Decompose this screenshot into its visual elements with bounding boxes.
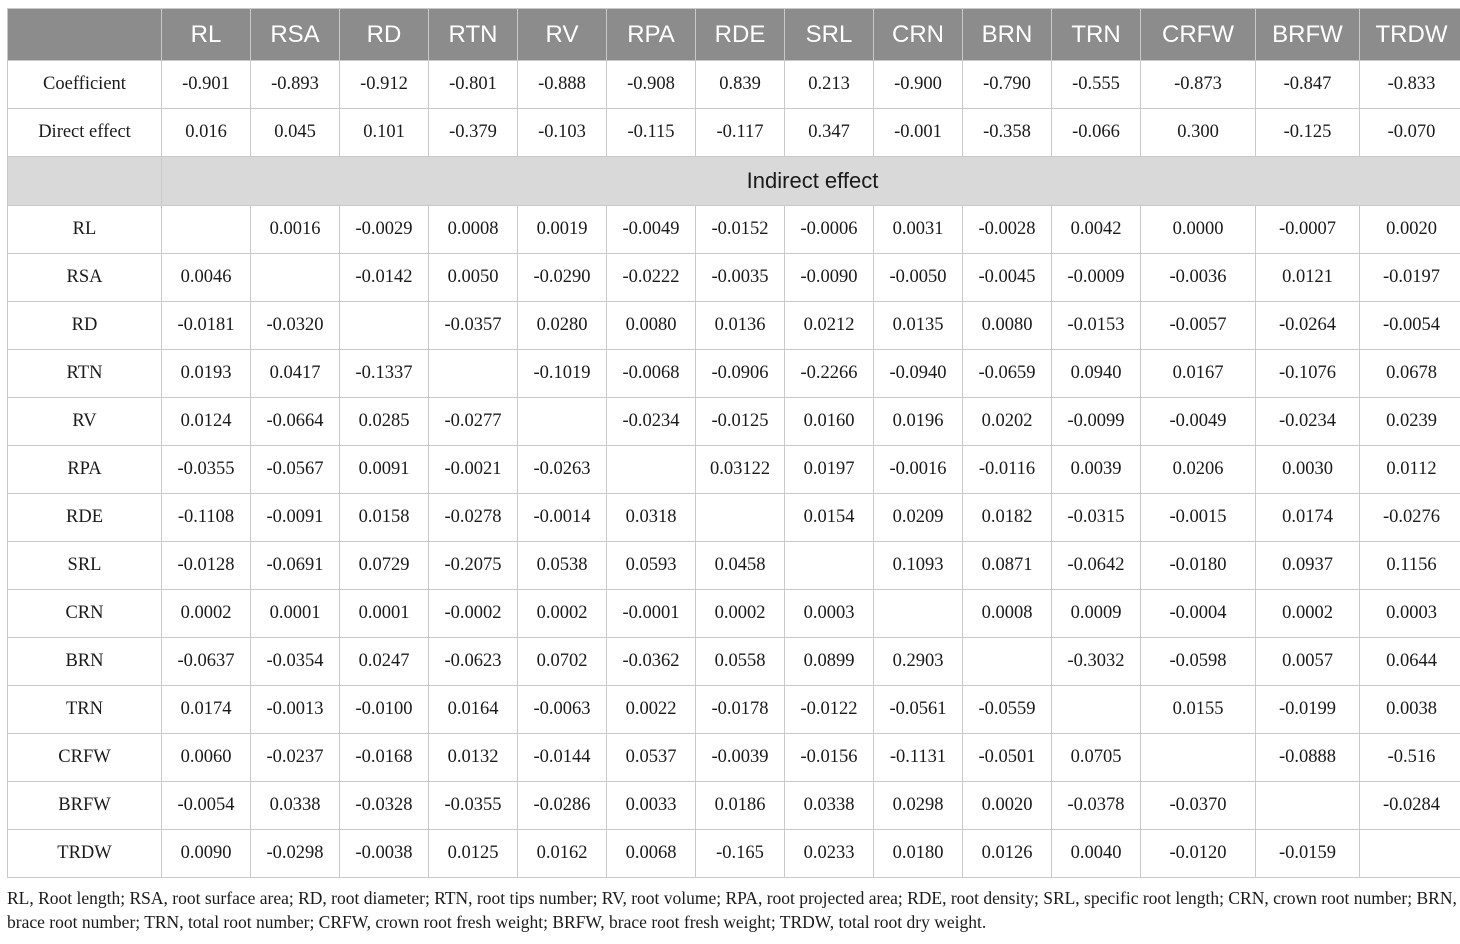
table-cell: 0.0186 bbox=[696, 782, 785, 830]
table-cell: -0.873 bbox=[1141, 61, 1256, 109]
table-cell: 0.0046 bbox=[162, 254, 251, 302]
table-cell bbox=[340, 302, 429, 350]
table-cell: -0.0068 bbox=[607, 350, 696, 398]
table-cell: 0.347 bbox=[785, 109, 874, 157]
section-row bbox=[8, 157, 1460, 206]
table-cell: -0.516 bbox=[1360, 734, 1460, 782]
table-cell: 0.0002 bbox=[1256, 590, 1360, 638]
table-cell: -0.0906 bbox=[696, 350, 785, 398]
table-cell: 0.0158 bbox=[340, 494, 429, 542]
table-cell: 0.0038 bbox=[1360, 686, 1460, 734]
table-cell: 0.0212 bbox=[785, 302, 874, 350]
table-cell bbox=[1360, 830, 1460, 878]
table-cell: -0.0623 bbox=[429, 638, 518, 686]
table-row bbox=[8, 446, 1460, 494]
row-label: CRFW bbox=[8, 734, 162, 782]
table-footnote: RL, Root length; RSA, root surface area; RD, root diameter; RTN, root tips number; RV, root volume; RPA, root projected area; RDE, root density; SRL, specific root length; CRN, crown root number; BRN, brace root number; TRN, total root number; CRFW, crown root fresh weight; BRFW, brace root fresh weight; TRDW, total root dry weight. bbox=[7, 888, 1457, 932]
table-cell: 0.0298 bbox=[874, 782, 963, 830]
table-cell: -0.0357 bbox=[429, 302, 518, 350]
table-cell: -0.379 bbox=[429, 109, 518, 157]
table-cell: -0.0598 bbox=[1141, 638, 1256, 686]
table-cell: -0.125 bbox=[1256, 109, 1360, 157]
table-cell: -0.0099 bbox=[1052, 398, 1141, 446]
table-cell: 0.0009 bbox=[1052, 590, 1141, 638]
table-cell: 0.0338 bbox=[785, 782, 874, 830]
table-cell: -0.0016 bbox=[874, 446, 963, 494]
table-cell: -0.0197 bbox=[1360, 254, 1460, 302]
table-cell bbox=[696, 494, 785, 542]
table-cell: -0.0354 bbox=[251, 638, 340, 686]
table-cell: -0.0263 bbox=[518, 446, 607, 494]
column-header: SRL bbox=[785, 9, 874, 61]
section-title: Indirect effect bbox=[162, 157, 1460, 206]
table-cell: 0.0871 bbox=[963, 542, 1052, 590]
table-cell: -0.0277 bbox=[429, 398, 518, 446]
table-cell: 0.0124 bbox=[162, 398, 251, 446]
table-cell: -0.0159 bbox=[1256, 830, 1360, 878]
table-cell: 0.0002 bbox=[518, 590, 607, 638]
table-cell: -0.0234 bbox=[607, 398, 696, 446]
table-cell: -0.0276 bbox=[1360, 494, 1460, 542]
table-cell: 0.0090 bbox=[162, 830, 251, 878]
table-cell: 0.0196 bbox=[874, 398, 963, 446]
table-row bbox=[8, 590, 1460, 638]
table-cell: -0.0063 bbox=[518, 686, 607, 734]
table-cell: -0.0328 bbox=[340, 782, 429, 830]
table-row bbox=[8, 398, 1460, 446]
table-cell: -0.0144 bbox=[518, 734, 607, 782]
table-cell: -0.0199 bbox=[1256, 686, 1360, 734]
table-row bbox=[8, 782, 1460, 830]
row-label: RDE bbox=[8, 494, 162, 542]
column-header: BRN bbox=[963, 9, 1052, 61]
table-cell: 0.0132 bbox=[429, 734, 518, 782]
column-header: TRDW bbox=[1360, 9, 1460, 61]
table-cell: -0.0181 bbox=[162, 302, 251, 350]
table-cell: -0.0559 bbox=[963, 686, 1052, 734]
table-cell: -0.0039 bbox=[696, 734, 785, 782]
row-label: RTN bbox=[8, 350, 162, 398]
row-label: BRN bbox=[8, 638, 162, 686]
table-cell: -0.0006 bbox=[785, 206, 874, 254]
table-cell: -0.0178 bbox=[696, 686, 785, 734]
table-cell: -0.0122 bbox=[785, 686, 874, 734]
table-row bbox=[8, 254, 1460, 302]
table-cell: 0.0162 bbox=[518, 830, 607, 878]
table-cell: 0.0022 bbox=[607, 686, 696, 734]
table-cell: -0.0002 bbox=[429, 590, 518, 638]
table-cell: 0.0112 bbox=[1360, 446, 1460, 494]
table-cell: 0.0193 bbox=[162, 350, 251, 398]
table-cell: -0.2075 bbox=[429, 542, 518, 590]
table-cell: -0.1076 bbox=[1256, 350, 1360, 398]
table-cell: 0.0538 bbox=[518, 542, 607, 590]
table-row bbox=[8, 542, 1460, 590]
column-header: RD bbox=[340, 9, 429, 61]
table-cell: 0.300 bbox=[1141, 109, 1256, 157]
table-cell: 0.1156 bbox=[1360, 542, 1460, 590]
table-cell: -0.801 bbox=[429, 61, 518, 109]
table-row bbox=[8, 206, 1460, 254]
row-label: CRN bbox=[8, 590, 162, 638]
table-cell: -0.0315 bbox=[1052, 494, 1141, 542]
table-cell: -0.0501 bbox=[963, 734, 1052, 782]
table-cell: -0.103 bbox=[518, 109, 607, 157]
table-cell: 0.0940 bbox=[1052, 350, 1141, 398]
table-cell: -0.115 bbox=[607, 109, 696, 157]
table-cell: -0.0057 bbox=[1141, 302, 1256, 350]
table-cell: -0.0009 bbox=[1052, 254, 1141, 302]
table-cell: 0.1093 bbox=[874, 542, 963, 590]
table-cell: 0.0160 bbox=[785, 398, 874, 446]
table-cell: 0.213 bbox=[785, 61, 874, 109]
table-cell: 0.0206 bbox=[1141, 446, 1256, 494]
row-label: TRN bbox=[8, 686, 162, 734]
table-cell: -0.0054 bbox=[1360, 302, 1460, 350]
table-cell: 0.0003 bbox=[1360, 590, 1460, 638]
table-cell: -0.0278 bbox=[429, 494, 518, 542]
table-cell: -0.0370 bbox=[1141, 782, 1256, 830]
table-cell: 0.0003 bbox=[785, 590, 874, 638]
table-cell: -0.0142 bbox=[340, 254, 429, 302]
table-cell: -0.0290 bbox=[518, 254, 607, 302]
table-cell bbox=[785, 542, 874, 590]
table-cell: 0.0458 bbox=[696, 542, 785, 590]
table-cell: -0.0234 bbox=[1256, 398, 1360, 446]
table-cell: 0.0705 bbox=[1052, 734, 1141, 782]
table-cell: 0.0050 bbox=[429, 254, 518, 302]
table-cell: -0.070 bbox=[1360, 109, 1460, 157]
table-cell: 0.839 bbox=[696, 61, 785, 109]
row-label: BRFW bbox=[8, 782, 162, 830]
row-label: RD bbox=[8, 302, 162, 350]
table-cell: -0.0561 bbox=[874, 686, 963, 734]
table-cell: -0.0128 bbox=[162, 542, 251, 590]
table-cell: -0.1337 bbox=[340, 350, 429, 398]
table-cell: -0.0664 bbox=[251, 398, 340, 446]
table-cell: -0.555 bbox=[1052, 61, 1141, 109]
table-cell: 0.0002 bbox=[696, 590, 785, 638]
table-cell: -0.0152 bbox=[696, 206, 785, 254]
table-cell: -0.0125 bbox=[696, 398, 785, 446]
table-cell: -0.901 bbox=[162, 61, 251, 109]
table-cell: -0.893 bbox=[251, 61, 340, 109]
table-cell: 0.0247 bbox=[340, 638, 429, 686]
table-cell: -0.0054 bbox=[162, 782, 251, 830]
table-cell: 0.0033 bbox=[607, 782, 696, 830]
table-cell: 0.0135 bbox=[874, 302, 963, 350]
table-cell: -0.0038 bbox=[340, 830, 429, 878]
table-row bbox=[8, 494, 1460, 542]
column-header: RSA bbox=[251, 9, 340, 61]
table-cell: -0.0091 bbox=[251, 494, 340, 542]
table-cell: 0.0537 bbox=[607, 734, 696, 782]
table-cell: 0.0001 bbox=[251, 590, 340, 638]
row-label: Direct effect bbox=[8, 109, 162, 157]
table-cell bbox=[607, 446, 696, 494]
column-header: RL bbox=[162, 9, 251, 61]
summary-row bbox=[8, 109, 1460, 157]
table-cell bbox=[518, 398, 607, 446]
row-label: RPA bbox=[8, 446, 162, 494]
table-cell: -0.0637 bbox=[162, 638, 251, 686]
table-cell bbox=[1052, 686, 1141, 734]
table-cell: -0.888 bbox=[518, 61, 607, 109]
row-label: SRL bbox=[8, 542, 162, 590]
table-cell: 0.0068 bbox=[607, 830, 696, 878]
table-cell: -0.001 bbox=[874, 109, 963, 157]
table-cell: -0.0050 bbox=[874, 254, 963, 302]
table-cell: 0.0000 bbox=[1141, 206, 1256, 254]
row-label: RV bbox=[8, 398, 162, 446]
table-cell: 0.0155 bbox=[1141, 686, 1256, 734]
table-cell bbox=[162, 206, 251, 254]
path-coefficient-table bbox=[7, 8, 1460, 878]
row-label: RL bbox=[8, 206, 162, 254]
table-cell: -0.0153 bbox=[1052, 302, 1141, 350]
table-cell: 0.0197 bbox=[785, 446, 874, 494]
table-cell: -0.0642 bbox=[1052, 542, 1141, 590]
table-cell: -0.0035 bbox=[696, 254, 785, 302]
table-cell: -0.0298 bbox=[251, 830, 340, 878]
table-cell: -0.0888 bbox=[1256, 734, 1360, 782]
column-header: RV bbox=[518, 9, 607, 61]
table-cell: -0.0567 bbox=[251, 446, 340, 494]
table-cell: -0.0362 bbox=[607, 638, 696, 686]
table-cell: -0.0049 bbox=[1141, 398, 1256, 446]
table-cell: -0.0237 bbox=[251, 734, 340, 782]
table-row bbox=[8, 686, 1460, 734]
table-cell: 0.045 bbox=[251, 109, 340, 157]
table-cell: 0.016 bbox=[162, 109, 251, 157]
column-header: RPA bbox=[607, 9, 696, 61]
column-header: CRN bbox=[874, 9, 963, 61]
table-cell: 0.0338 bbox=[251, 782, 340, 830]
table-cell: -0.0004 bbox=[1141, 590, 1256, 638]
table-cell: -0.2266 bbox=[785, 350, 874, 398]
table-cell: -0.0378 bbox=[1052, 782, 1141, 830]
table-cell: -0.0120 bbox=[1141, 830, 1256, 878]
row-label: Coefficient bbox=[8, 61, 162, 109]
table-cell: 0.03122 bbox=[696, 446, 785, 494]
table-cell: 0.0702 bbox=[518, 638, 607, 686]
table-cell: 0.2903 bbox=[874, 638, 963, 686]
table-cell: -0.0222 bbox=[607, 254, 696, 302]
table-cell: -0.0264 bbox=[1256, 302, 1360, 350]
table-cell: 0.0209 bbox=[874, 494, 963, 542]
table-container bbox=[7, 8, 1453, 878]
table-cell bbox=[874, 590, 963, 638]
table-cell: 0.0080 bbox=[963, 302, 1052, 350]
table-cell: -0.0355 bbox=[162, 446, 251, 494]
table-cell: -0.0180 bbox=[1141, 542, 1256, 590]
column-header: CRFW bbox=[1141, 9, 1256, 61]
table-cell: -0.0116 bbox=[963, 446, 1052, 494]
table-cell: -0.0156 bbox=[785, 734, 874, 782]
table-cell: 0.0125 bbox=[429, 830, 518, 878]
table-cell: -0.0355 bbox=[429, 782, 518, 830]
section-blank-cell bbox=[8, 157, 162, 206]
table-cell: -0.0090 bbox=[785, 254, 874, 302]
table-cell: -0.0284 bbox=[1360, 782, 1460, 830]
table-cell: 0.0678 bbox=[1360, 350, 1460, 398]
table-cell: 0.0031 bbox=[874, 206, 963, 254]
table-row bbox=[8, 734, 1460, 782]
table-cell: 0.0202 bbox=[963, 398, 1052, 446]
table-cell: 0.0558 bbox=[696, 638, 785, 686]
table-cell: -0.358 bbox=[963, 109, 1052, 157]
table-cell: 0.0126 bbox=[963, 830, 1052, 878]
table-cell: 0.0136 bbox=[696, 302, 785, 350]
table-cell: -0.833 bbox=[1360, 61, 1460, 109]
table-cell: 0.0729 bbox=[340, 542, 429, 590]
table-cell: -0.908 bbox=[607, 61, 696, 109]
table-row bbox=[8, 350, 1460, 398]
table-cell: -0.0045 bbox=[963, 254, 1052, 302]
table-cell: -0.066 bbox=[1052, 109, 1141, 157]
table-cell: -0.0940 bbox=[874, 350, 963, 398]
table-row bbox=[8, 638, 1460, 686]
summary-row bbox=[8, 61, 1460, 109]
row-label: RSA bbox=[8, 254, 162, 302]
table-cell: 0.0002 bbox=[162, 590, 251, 638]
table-cell: -0.117 bbox=[696, 109, 785, 157]
column-header: RDE bbox=[696, 9, 785, 61]
table-cell: -0.1019 bbox=[518, 350, 607, 398]
table-cell: -0.0659 bbox=[963, 350, 1052, 398]
table-cell: 0.0030 bbox=[1256, 446, 1360, 494]
table-cell: 0.0285 bbox=[340, 398, 429, 446]
table-cell: -0.0013 bbox=[251, 686, 340, 734]
table-cell: 0.0001 bbox=[340, 590, 429, 638]
table-cell: -0.790 bbox=[963, 61, 1052, 109]
table-cell bbox=[963, 638, 1052, 686]
table-cell: -0.165 bbox=[696, 830, 785, 878]
header-corner-cell bbox=[8, 9, 162, 61]
table-cell: -0.0007 bbox=[1256, 206, 1360, 254]
table-cell: -0.0049 bbox=[607, 206, 696, 254]
column-header: BRFW bbox=[1256, 9, 1360, 61]
table-cell: 0.0154 bbox=[785, 494, 874, 542]
table-cell: 0.0091 bbox=[340, 446, 429, 494]
table-cell: -0.0100 bbox=[340, 686, 429, 734]
table-cell: 0.0167 bbox=[1141, 350, 1256, 398]
table-cell bbox=[1256, 782, 1360, 830]
table-cell: -0.0028 bbox=[963, 206, 1052, 254]
table-cell: 0.0008 bbox=[963, 590, 1052, 638]
table-cell: 0.0644 bbox=[1360, 638, 1460, 686]
table-cell: 0.0020 bbox=[1360, 206, 1460, 254]
table-cell: 0.0417 bbox=[251, 350, 340, 398]
table-cell: -0.0029 bbox=[340, 206, 429, 254]
table-cell: -0.1131 bbox=[874, 734, 963, 782]
column-header: TRN bbox=[1052, 9, 1141, 61]
table-cell: 0.0174 bbox=[162, 686, 251, 734]
table-cell: 0.0233 bbox=[785, 830, 874, 878]
table-cell: -0.0001 bbox=[607, 590, 696, 638]
table-cell: 0.0280 bbox=[518, 302, 607, 350]
table-cell bbox=[251, 254, 340, 302]
table-cell: 0.0008 bbox=[429, 206, 518, 254]
table-cell: 0.0899 bbox=[785, 638, 874, 686]
table-cell: 0.0180 bbox=[874, 830, 963, 878]
table-cell: -0.0168 bbox=[340, 734, 429, 782]
table-cell: -0.0036 bbox=[1141, 254, 1256, 302]
table-cell: 0.0020 bbox=[963, 782, 1052, 830]
table-cell bbox=[429, 350, 518, 398]
table-cell: 0.0318 bbox=[607, 494, 696, 542]
table-cell: -0.0021 bbox=[429, 446, 518, 494]
table-cell: 0.0080 bbox=[607, 302, 696, 350]
table-row bbox=[8, 302, 1460, 350]
table-cell: -0.0320 bbox=[251, 302, 340, 350]
table-cell: 0.0057 bbox=[1256, 638, 1360, 686]
table-cell: -0.0014 bbox=[518, 494, 607, 542]
table-body bbox=[8, 61, 1460, 878]
table-cell: -0.1108 bbox=[162, 494, 251, 542]
table-cell: -0.0691 bbox=[251, 542, 340, 590]
table-cell: 0.0042 bbox=[1052, 206, 1141, 254]
table-row bbox=[8, 830, 1460, 878]
table-cell: 0.0060 bbox=[162, 734, 251, 782]
table-cell bbox=[1141, 734, 1256, 782]
header-row bbox=[8, 9, 1460, 61]
table-cell: 0.0174 bbox=[1256, 494, 1360, 542]
table-cell: -0.0015 bbox=[1141, 494, 1256, 542]
table-cell: 0.0039 bbox=[1052, 446, 1141, 494]
row-label: TRDW bbox=[8, 830, 162, 878]
table-cell: 0.0019 bbox=[518, 206, 607, 254]
table-cell: 0.0239 bbox=[1360, 398, 1460, 446]
table-cell: 0.0040 bbox=[1052, 830, 1141, 878]
table-cell: -0.900 bbox=[874, 61, 963, 109]
table-cell: 0.0937 bbox=[1256, 542, 1360, 590]
table-cell: -0.847 bbox=[1256, 61, 1360, 109]
table-cell: 0.0164 bbox=[429, 686, 518, 734]
table-cell: 0.0016 bbox=[251, 206, 340, 254]
table-cell: 0.0593 bbox=[607, 542, 696, 590]
table-cell: -0.3032 bbox=[1052, 638, 1141, 686]
table-cell: 0.101 bbox=[340, 109, 429, 157]
table-cell: 0.0182 bbox=[963, 494, 1052, 542]
column-header: RTN bbox=[429, 9, 518, 61]
table-cell: -0.0286 bbox=[518, 782, 607, 830]
table-cell: -0.912 bbox=[340, 61, 429, 109]
table-cell: 0.0121 bbox=[1256, 254, 1360, 302]
